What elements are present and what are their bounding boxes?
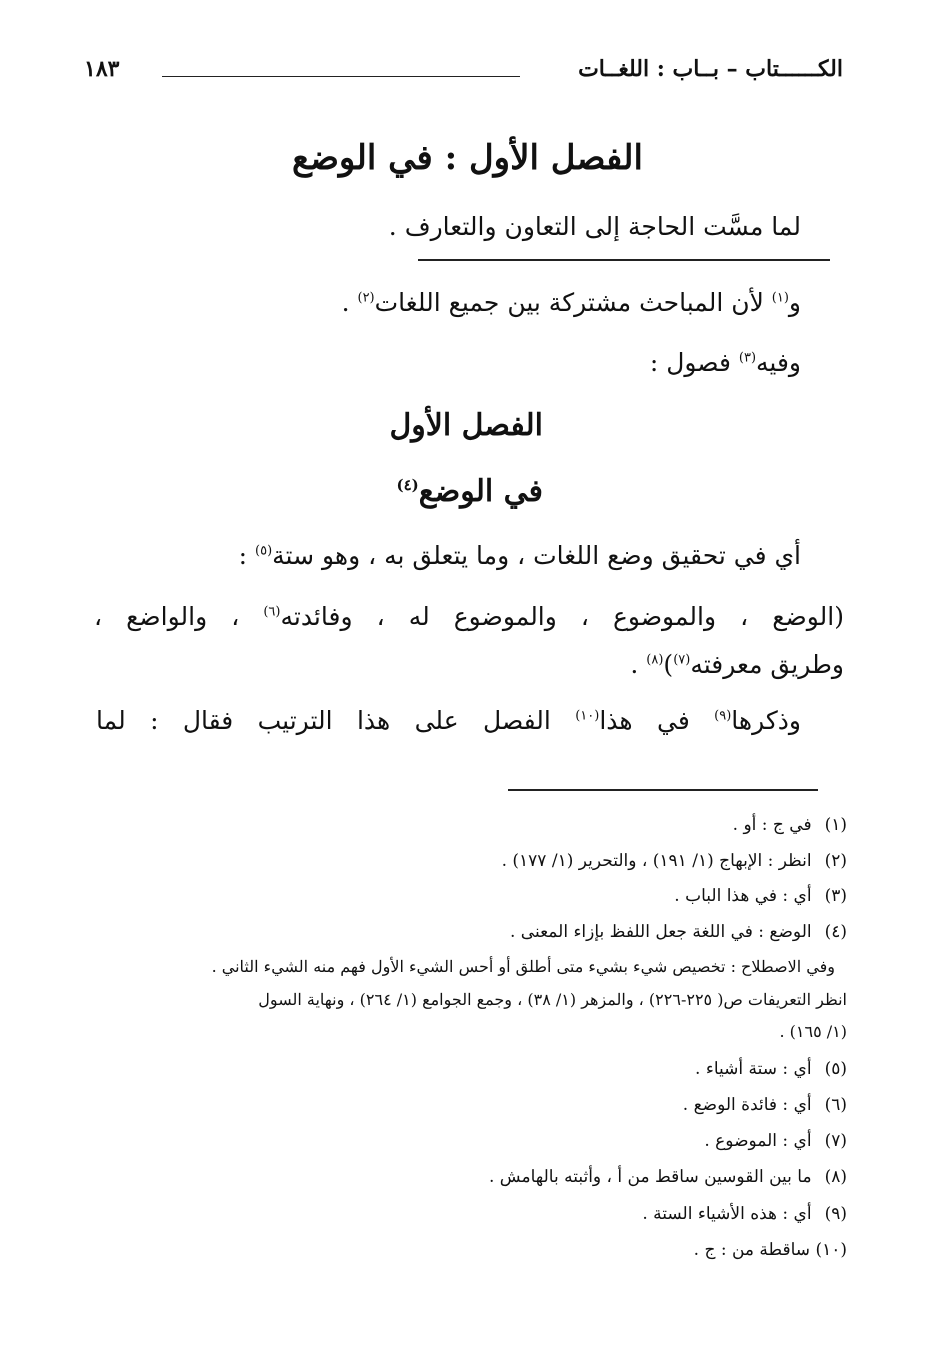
footnote-number: (٢) [824,851,847,871]
body-text: الفصل على هذا الترتيب فقال : لما [96,706,576,735]
footnote-ref: (١) [771,290,789,306]
page-number: ١٨٣ [84,56,120,82]
footnote-3 [674,886,847,906]
footnote-ref: (٧) [673,652,691,668]
body-text: في هذا [599,706,715,735]
matn-text: لما مسَّت الحاجة إلى التعاون والتعارف . [388,212,801,241]
body-line-6 [96,706,801,735]
footnote-4-cont-1 [212,957,835,976]
footnote-4-cont-3 [779,1022,847,1041]
footnote-number: (١٠) [815,1240,847,1260]
header-rule [162,76,520,77]
body-line-1 [342,288,801,317]
footnote-number: (٥) [824,1059,847,1079]
body-line-2 [650,348,801,377]
section-subtitle [397,474,544,509]
footnote-text: أي : فائدة الوضع . [682,1095,812,1115]
body-line-3 [239,541,801,570]
footnote-4-cont-2 [258,990,847,1009]
body-text: لأن المباحث مشتركة بين جميع اللغات [374,288,772,317]
body-text: ) [663,650,674,679]
running-head: الكــــــتاب – بــاب : اللغــات [578,56,843,82]
footnote-text: أي : في هذا الباب . [674,886,812,906]
body-text: و [788,288,801,317]
footnote-text: في ج : أو . [732,815,812,835]
footnote-ref: (٤) [396,476,419,494]
body-text: وذكرها [731,706,801,735]
footnote-9 [642,1204,847,1224]
section-subtitle-text: في الوضع [418,474,543,509]
footnote-text: انظر التعريفات ص( ٢٢٥-٢٢٦) ، والمزهر (١/ ٣٨) ، وجمع الجوامع (١/ ٢٦٤) ، ونهاية السول [258,990,847,1009]
footnote-text: أي : ستة أشياء . [695,1059,812,1079]
footnote-number: (٨) [824,1167,847,1187]
footnote-text: انظر : الإبهاج (١/ ١٩١) ، والتحرير (١/ ١٧٧) . [501,851,812,871]
footnote-1 [733,815,847,835]
footnote-number: (٣) [824,886,847,906]
body-text: فصول : [649,348,739,377]
body-text: : [238,541,255,570]
footnote-text: أي : هذه الأشياء الستة . [642,1204,812,1224]
footnote-text: (١/ ١٦٥) . [779,1022,847,1041]
footnote-5 [695,1059,847,1079]
body-text: وفيه [756,348,801,377]
footnote-text: وفي الاصطلاح : تخصيص شيء بشيء متى أطلق أو أحس الشيء الأول فهم منه الشيء الثاني . [211,957,835,976]
footnote-8 [489,1167,847,1187]
footnote-4 [510,922,847,942]
section-title: الفصل الأول [389,408,543,443]
chapter-title: الفصل الأول : في الوضع [291,138,643,178]
footnote-number: (٤) [824,922,847,942]
matn-rule [418,259,830,261]
footnote-text: الوضع : في اللغة جعل اللفظ بإزاء المعنى . [510,922,812,942]
footnote-number: (١) [824,815,847,835]
body-text: وطريق معرفته [690,650,844,679]
footnote-number: (٧) [824,1131,847,1151]
footnote-ref: (٦) [263,604,281,620]
footnote-text: ما بين القوسين ساقط من أ ، وأثبته بالهامش . [489,1167,812,1187]
body-text: (الوضع ، والموضوع ، والموضوع له ، وفائدته [280,602,844,631]
footnote-7 [704,1131,847,1151]
body-line-4 [94,602,844,631]
footnote-ref: (٥) [255,543,273,559]
footnote-ref: (٢) [357,290,375,306]
body-line-5 [630,650,844,679]
footnote-separator [508,789,818,791]
footnote-2 [502,851,847,871]
footnote-ref: (٨) [646,652,664,668]
footnote-10 [694,1240,847,1260]
footnote-number: (٩) [824,1204,847,1224]
footnote-6 [683,1095,847,1115]
footnote-ref: (٣) [738,350,757,366]
footnote-ref: (٩) [714,708,732,724]
body-text: أي في تحقيق وضع اللغات ، وما يتعلق به ، وهو ستة [272,541,801,570]
body-text: ، والواضع ، [94,602,264,631]
footnote-ref: (١٠) [575,708,600,724]
footnote-text: ساقطة من : ج . [693,1240,811,1260]
footnote-text: أي : الموضوع . [704,1131,812,1151]
body-text: . [341,288,358,317]
body-text: . [630,650,647,679]
footnote-number: (٦) [824,1095,847,1115]
